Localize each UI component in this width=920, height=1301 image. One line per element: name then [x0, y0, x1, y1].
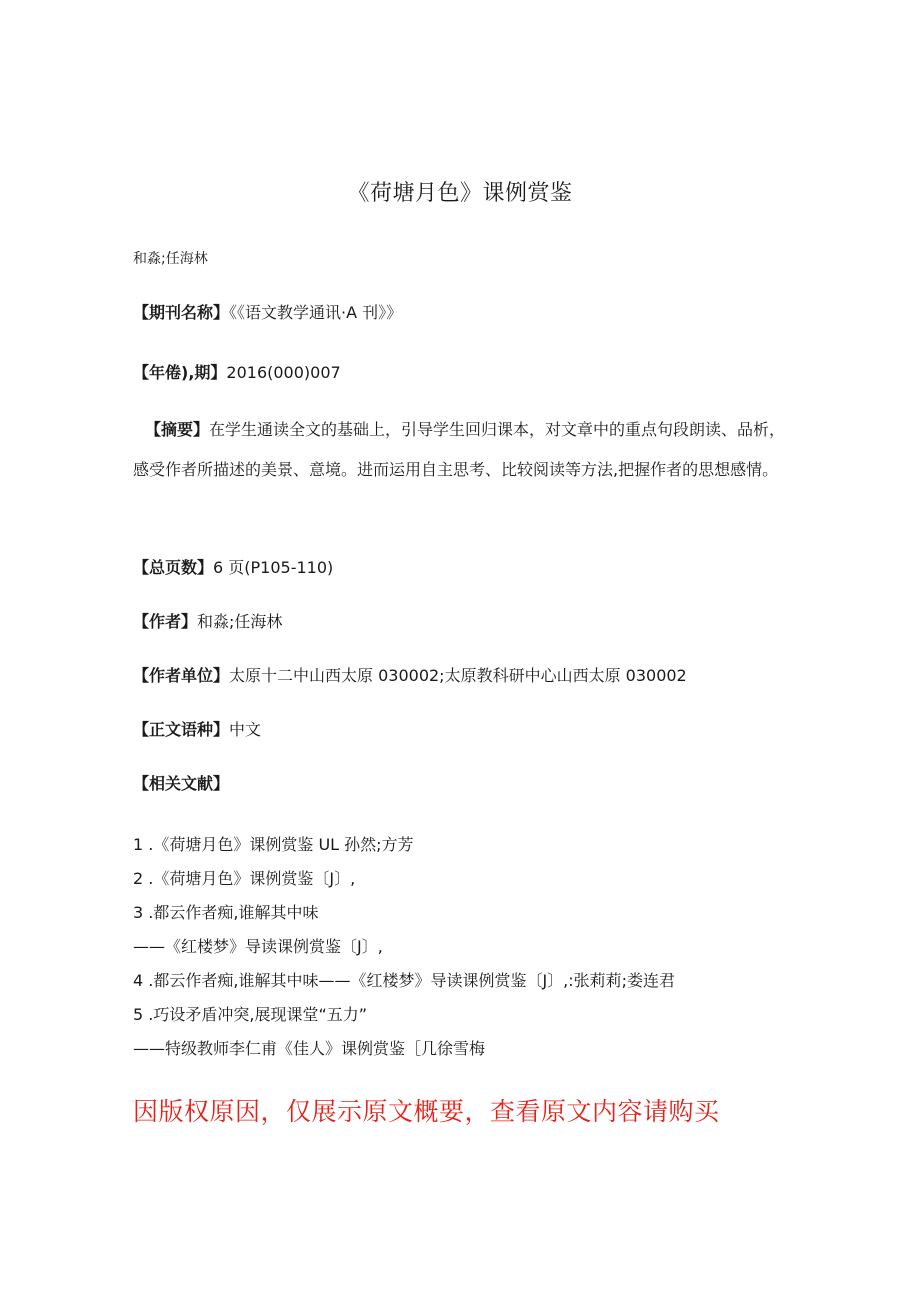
journal-label: 【期刊名称】 — [133, 303, 230, 322]
affiliation-field — [133, 663, 687, 686]
affiliation-value: 太原十二中山西太原 030002;太原教科研中心山西太原 030002 — [229, 666, 687, 685]
pages-label: 【总页数】 — [133, 558, 214, 577]
document-title: 《荷塘月色》课例赏鉴 — [347, 181, 573, 206]
authors-line: 和淼;任海林 — [133, 251, 208, 267]
reference-item-continuation: ——《红楼梦》导读课例赏鉴〔J〕, — [133, 937, 383, 956]
reference-item: 3 .都云作者痴,谁解其中味 — [133, 903, 319, 922]
abstract-label: 【摘要】 — [145, 420, 210, 439]
language-field — [133, 717, 261, 740]
reference-item: 2 .《荷塘月色》课例赏鉴〔J〕, — [133, 869, 356, 888]
volume-label: 【年倦),期】 — [133, 363, 227, 382]
abstract-field — [133, 410, 793, 490]
affiliation-label: 【作者单位】 — [133, 666, 230, 685]
journal-value: 《《语文教学通讯·A 刊》》 — [229, 303, 403, 322]
abstract-value: 在学生通读全文的基础上，引导学生回归课本，对文章中的重点句段朗读、品析，感受作者所描述的美景、意境。进而运用自主思考、比较阅读等方法,把握作者的思想感情。 — [133, 420, 786, 479]
language-value: 中文 — [229, 720, 262, 739]
author-value: 和淼;任海林 — [197, 612, 283, 631]
pages-field — [133, 555, 333, 578]
reference-item: 4 .都云作者痴,谁解其中味——《红楼梦》导读课例赏鉴〔J〕,:张莉莉;娄连君 — [133, 971, 676, 990]
related-label: 【相关文献】 — [133, 774, 230, 793]
pages-value: 6 页(P105-110) — [213, 558, 334, 577]
reference-item: 1 .《荷塘月色》课例赏鉴 UL 孙然;方芳 — [133, 835, 414, 854]
journal-field — [133, 300, 402, 323]
reference-item: 5 .巧设矛盾冲突,展现课堂“五力” — [133, 1005, 368, 1024]
reference-item-continuation: ——特级教师李仁甫《佳人》课例赏鉴［几徐雪梅 — [133, 1039, 486, 1058]
related-heading — [133, 771, 229, 794]
author-label: 【作者】 — [133, 612, 198, 631]
language-label: 【正文语种】 — [133, 720, 230, 739]
volume-value: 2016(000)007 — [226, 363, 341, 382]
author-field — [133, 609, 282, 632]
copyright-notice: 因版权原因，仅展示原文概要，查看原文内容请购买 — [133, 1097, 720, 1126]
volume-field — [133, 360, 341, 383]
